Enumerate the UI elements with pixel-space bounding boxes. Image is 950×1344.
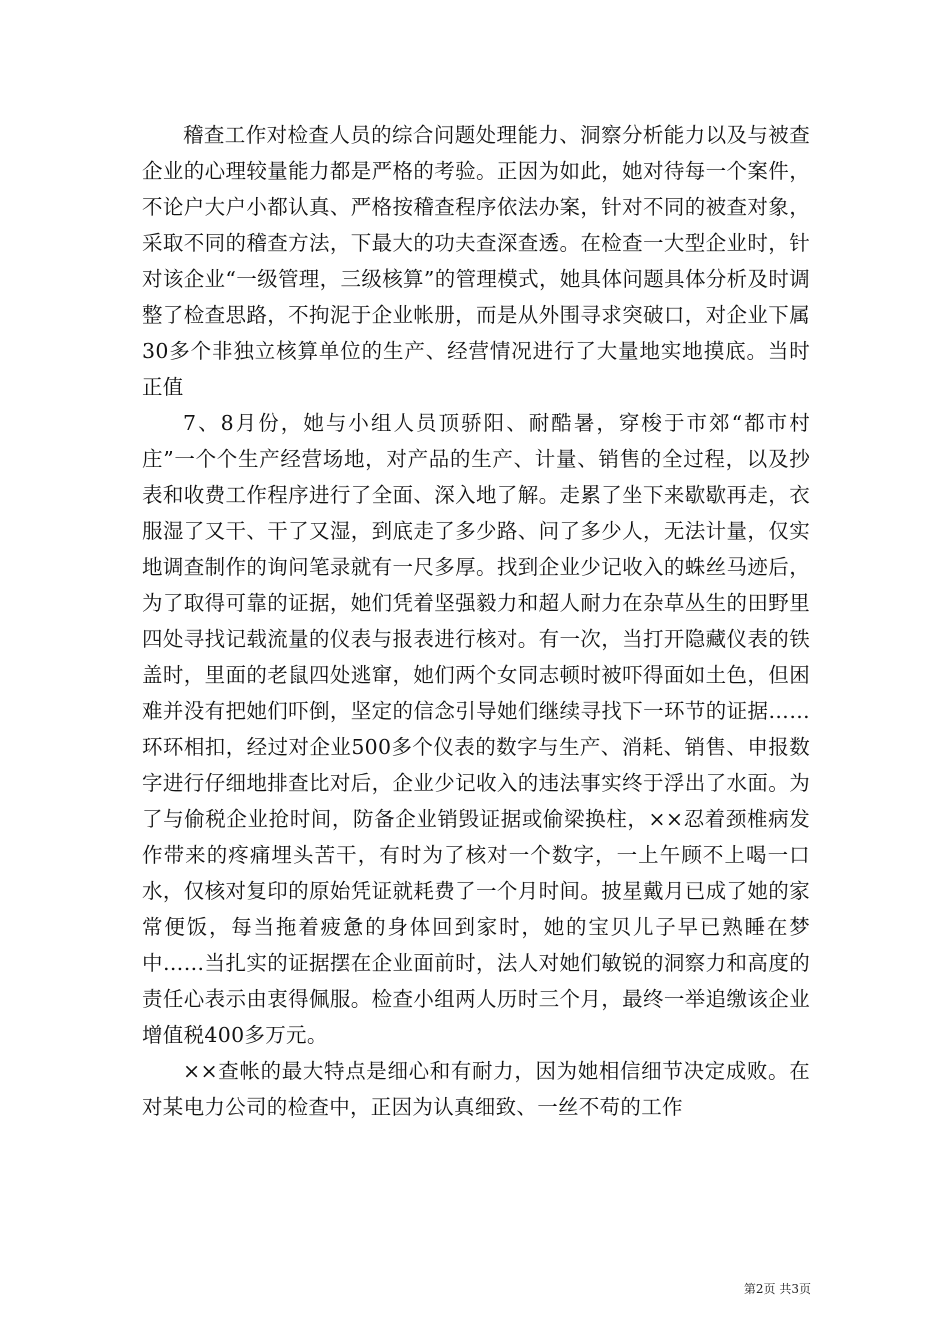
paragraph-1: 稽查工作对检查人员的综合问题处理能力、洞察分析能力以及与被查企业的心理较量能力都是严格的考验。正因为如此，她对待每一个案件，不论户大户小都认真、严格按稽查程序依法办案，针对不同的被查对象，采取不同的稽查方法，下最大的功夫查深查透。在检查一大型企业时，针对该企业“一级管理，三级核算”的管理模式，她具体问题具体分析及时调整了检查思路，不拘泥于企业帐册，而是从外围寻求突破口，对企业下属30多个非独立核算单位的生产、经营情况进行了大量地实地摸底。当时正值 [142,123,810,399]
page-number-footer: 第2页 共3页 [743,1282,811,1296]
paragraph-3: ××查帐的最大特点是细心和有耐力，因为她相信细节决定成败。在对某电力公司的检查中，正因为认真细致、一丝不苟的工作 [142,1059,810,1119]
paragraph-2: 7、8月份，她与小组人员顶骄阳、耐酷暑，穿梭于市郊“都市村庄”一个个生产经营场地，对产品的生产、计量、销售的全过程，以及抄表和收费工作程序进行了全面、深入地了解。走累了坐下来歇歇再走，衣服湿了又干、干了又湿，到底走了多少路、问了多少人，无法计量，仅实地调查制作的询问笔录就有一尺多厚。找到企业少记收入的蛛丝马迹后，为了取得可靠的证据，她们凭着坚强毅力和超人耐力在杂草丛生的田野里四处寻找记载流量的仪表与报表进行核对。有一次，当打开隐藏仪表的铁盖时，里面的老鼠四处逃窜，她们两个女同志顿时被吓得面如土色，但困难并没有把她们吓倒，坚定的信念引导她们继续寻找下一环节的证据……环环相扣，经过对企业500多个仪表的数字与生产、消耗、销售、申报数字进行仔细地排查比对后，企业少记收入的违法事实终于浮出了水面。为了与偷税企业抢时间，防备企业销毁证据或偷梁换柱，××忍着颈椎病发作带来的疼痛埋头苦干，有时为了核对一个数字，一上午顾不上喝一口水，仅核对复印的原始凭证就耗费了一个月时间。披星戴月已成了她的家常便饭，每当拖着疲惫的身体回到家时，她的宝贝儿子早已熟睡在梦中……当扎实的证据摆在企业面前时，法人对她们敏锐的洞察力和高度的责任心表示由衷得佩服。检查小组两人历时三个月，最终一举追缴该企业增值税400多万元。 [142,411,810,1047]
document-body [142,117,810,1125]
